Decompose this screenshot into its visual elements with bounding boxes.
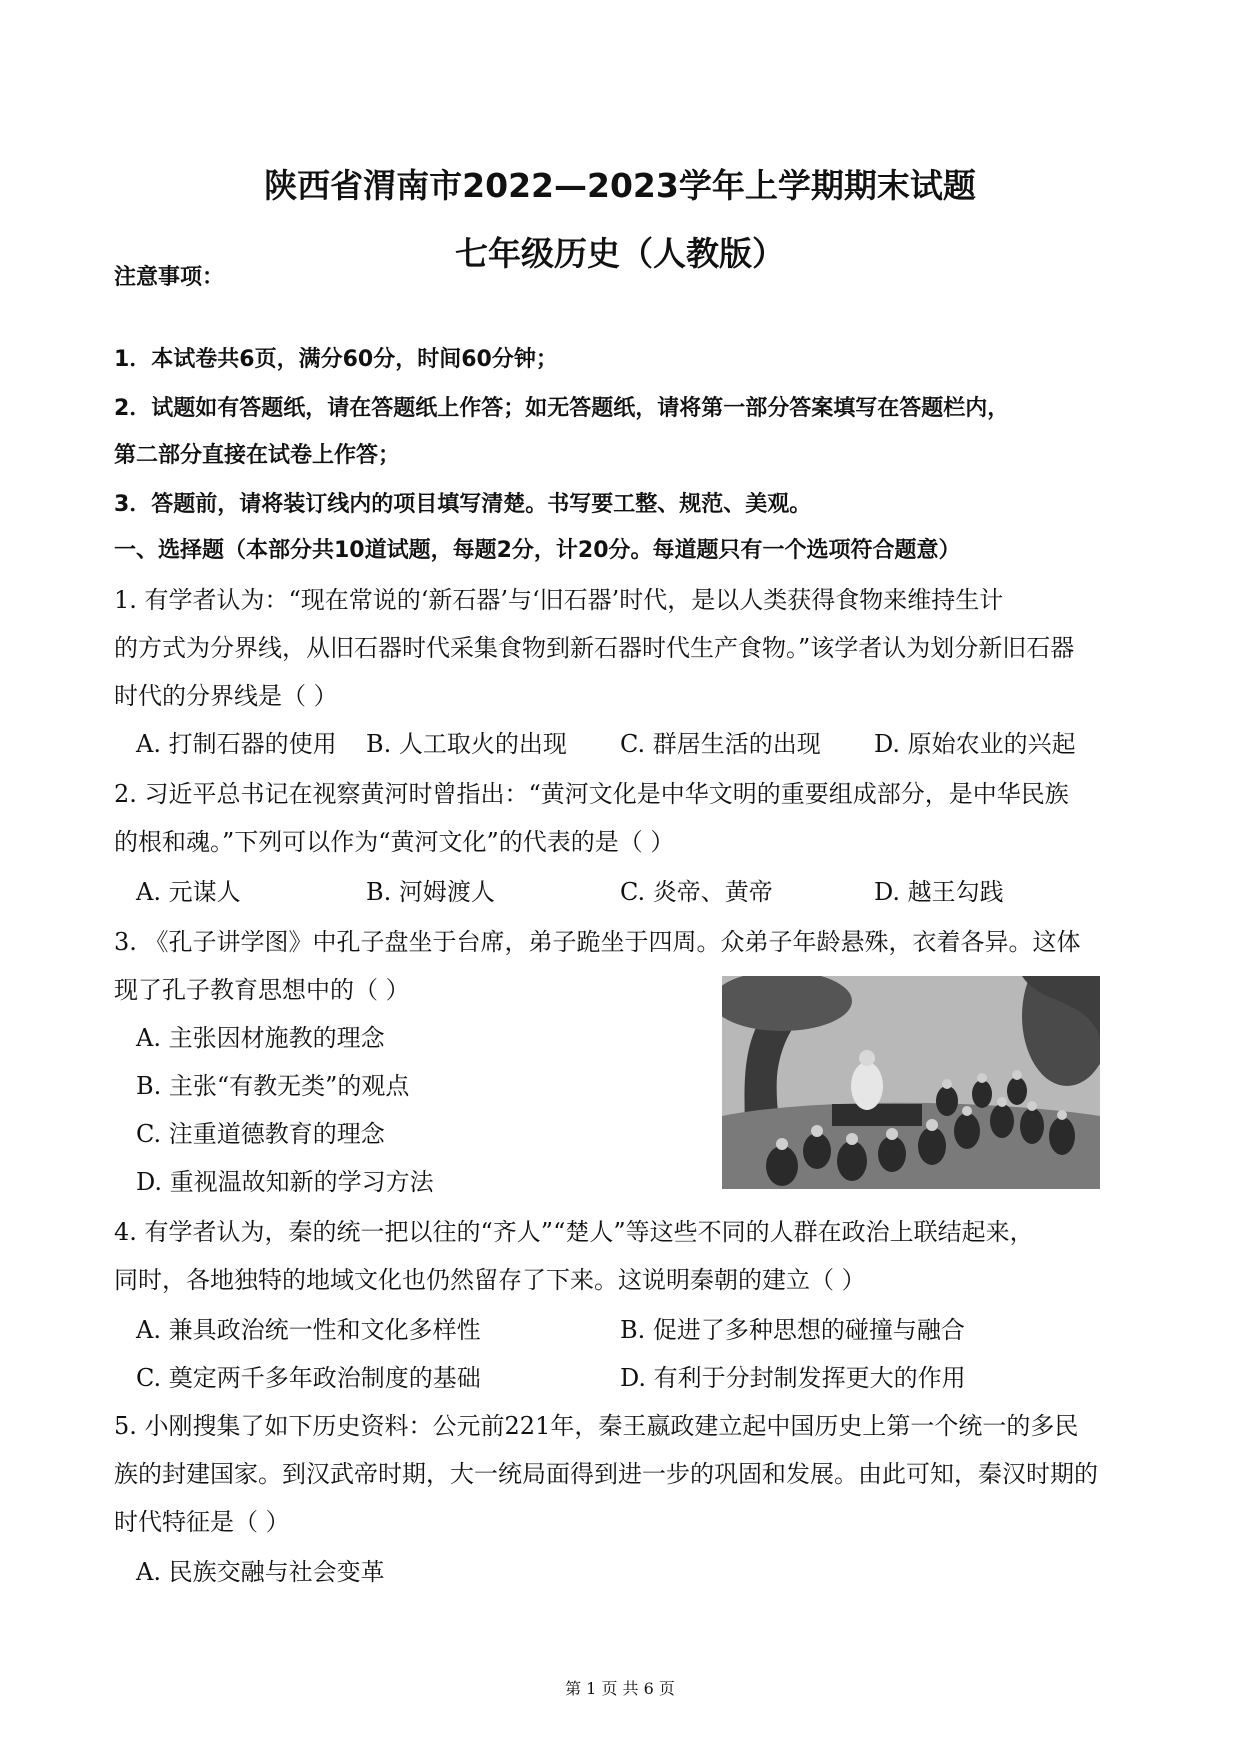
notice-item-2-line-2: 第二部分直接在试卷上作答； <box>114 443 401 468</box>
question-5-line-1: 5. 小刚搜集了如下历史资料：公元前221年，秦王嬴政建立起中国历史上第一个统一的多民 <box>114 1412 1079 1440</box>
confucius-teaching-illustration <box>722 976 1100 1189</box>
notice-item-2-line-1: 2．试题如有答题纸，请在答题纸上作答；如无答题纸，请将第一部分答案填写在答题栏内， <box>114 396 1010 421</box>
question-3-option-d: D. 重视温故知新的学习方法 <box>136 1168 434 1196</box>
notice-item-1: 1．本试卷共6页，满分60分，时间60分钟； <box>114 347 558 372</box>
question-4-option-c: C. 奠定两千多年政治制度的基础 <box>136 1364 481 1392</box>
question-1-option-c: C. 群居生活的出现 <box>620 730 821 758</box>
question-2-option-a: A. 元谋人 <box>136 878 241 906</box>
question-2-option-d: D. 越王勾践 <box>874 878 1004 906</box>
question-5-option-a: A. 民族交融与社会变革 <box>136 1558 385 1586</box>
question-1-line-2: 的方式为分界线，从旧石器时代采集食物到新石器时代生产食物。”该学者认为划分新旧石器 <box>114 634 1075 662</box>
question-3-option-c: C. 注重道德教育的理念 <box>136 1120 385 1148</box>
question-3-option-a: A. 主张因材施教的理念 <box>136 1024 385 1052</box>
question-5-line-2: 族的封建国家。到汉武帝时期，大一统局面得到进一步的巩固和发展。由此可知，秦汉时期的 <box>114 1460 1098 1488</box>
question-1-line-1: 1. 有学者认为：“现在常说的‘新石器’与‘旧石器’时代，是以人类获得食物来维持生计 <box>114 586 1004 614</box>
page-title: 陕西省渭南市2022—2023学年上学期期末试题 <box>264 166 976 205</box>
question-3-option-b: B. 主张“有教无类”的观点 <box>136 1072 410 1100</box>
section-1-heading: 一、选择题（本部分共10道试题，每题2分，计20分。每道题只有一个选项符合题意） <box>114 538 961 563</box>
question-5-line-3: 时代特征是（ ） <box>114 1508 290 1536</box>
question-4-option-d: D. 有利于分封制发挥更大的作用 <box>620 1364 966 1392</box>
question-4-line-2: 同时，各地独特的地域文化也仍然留存了下来。这说明秦朝的建立（ ） <box>114 1266 866 1294</box>
question-4-option-a: A. 兼具政治统一性和文化多样性 <box>136 1316 481 1344</box>
question-2-line-2: 的根和魂。”下列可以作为“黄河文化”的代表的是（ ） <box>114 828 675 856</box>
question-4-line-1: 4. 有学者认为，秦的统一把以往的“齐人”“楚人”等这些不同的人群在政治上联结起来， <box>114 1218 1034 1246</box>
question-2-option-b: B. 河姆渡人 <box>366 878 495 906</box>
notice-item-3: 3．答题前，请将装订线内的项目填写清楚。书写要工整、规范、美观。 <box>114 492 812 517</box>
question-3-line-1: 3. 《孔子讲学图》中孔子盘坐于台席，弟子跪坐于四周。众弟子年龄悬殊，衣着各异。这体 <box>114 928 1081 956</box>
question-1-option-d: D. 原始农业的兴起 <box>874 730 1076 758</box>
question-1-option-a: A. 打制石器的使用 <box>136 730 337 758</box>
question-1-option-b: B. 人工取火的出现 <box>366 730 567 758</box>
question-3-line-2: 现了孔子教育思想中的（ ） <box>114 976 410 1004</box>
question-1-line-3: 时代的分界线是（ ） <box>114 682 338 710</box>
page-footer: 第 1 页 共 6 页 <box>565 1679 675 1698</box>
question-2-option-c: C. 炎帝、黄帝 <box>620 878 773 906</box>
page-subtitle: 七年级历史（人教版） <box>455 234 785 273</box>
notice-heading: 注意事项： <box>114 265 225 290</box>
question-4-option-b: B. 促进了多种思想的碰撞与融合 <box>620 1316 965 1344</box>
question-2-line-1: 2. 习近平总书记在视察黄河时曾指出：“黄河文化是中华文明的重要组成部分，是中华民族 <box>114 780 1069 808</box>
